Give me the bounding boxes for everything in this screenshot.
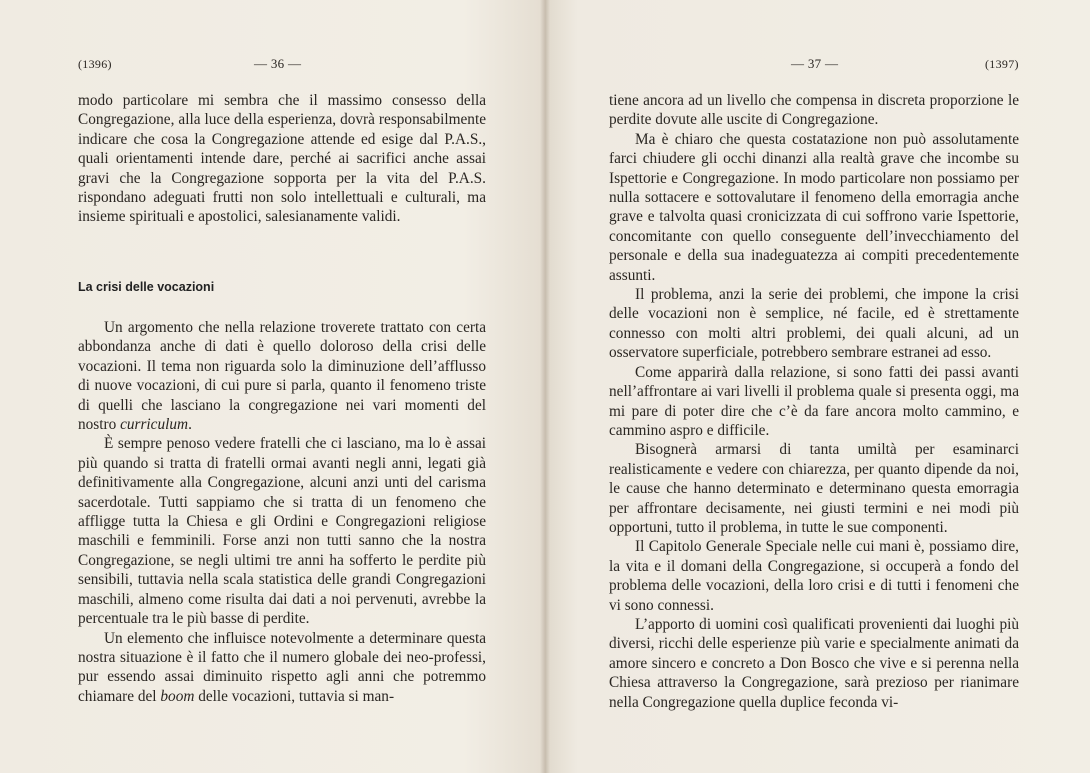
left-page-number: — 36 —: [254, 56, 302, 71]
right-paragraph-4: Bisognerà armarsi di tanta umiltà per esaminarci realisticamente e vedere con chiarezza, per quanto dipende da noi, le cause che hanno determinato e determinano questa emorragia per affrontare decisamente, nei giusti termini e nei modi più opportuni, tutto il problema, in tutte le sue componenti.: [609, 441, 1019, 536]
left-paragraph-3: [78, 629, 486, 707]
left-paragraph-3-italic: boom: [160, 687, 195, 705]
left-paragraph-2: È sempre penoso vedere fratelli che ci lasciano, ma lo è assai più quando si tratta di fratelli ormai avanti negli anni, legati già definitivamente alla Congregazione, alcuni anzi unti del carisma sacerdotale. Tutti sappiamo che si tratta di un fenomeno che affligge tutta la Chiesa e gli Ordini e Congregazioni religiose maschili e femminili. Forse anzi non tutti sanno che la nostra Congregazione, se negli ultimi tre anni ha sofferto le perdite più sensibili, tuttavia nella scala statistica delle grandi Congregazioni maschili, almeno come risulta dai dati a noi pervenuti, avrebbe la percentuale tra le più basse di perdite.: [78, 435, 486, 628]
left-paragraph-3-end: delle vocazioni, tuttavia si man-: [194, 687, 395, 705]
left-paragraph-3-text: Un elemento che influisce notevolmente a determinare questa nostra situazione è il fatto che il numero globale dei neo-professi, pur essendo assai diminuito rispetto agli anni che potremmo chiamare del: [78, 629, 486, 705]
left-paragraph-1-italic: curriculum: [120, 416, 189, 434]
right-paragraph-2: Il problema, anzi la serie dei problemi, che impone la crisi delle vocazioni non è semplice, né facile, ed è strettamente connesso con molti altri problemi, dei quali alcuni, ad un osservatore superficiale, potrebbero sembrare estranei ad esso.: [609, 286, 1019, 362]
left-top-paragraph: modo particolare mi sembra che il massimo consesso della Congregazione, alla luce della esperienza, dovrà responsabilmente indicare che cosa la Congregazione attende ed esige dal P.A.S., quali orientamenti intende dare, perché ai sacrifici anche assai gravi che la Congregazione sopporta per la vita del P.A.S. rispondano adeguati frutti non solo intellettuali e culturali, ma insieme spirituali e apostolici, salesianamente validi.: [78, 92, 486, 226]
section-heading: La crisi delle vocazioni: [78, 280, 215, 294]
left-body: [78, 318, 486, 706]
right-paragraph-5: Il Capitolo Generale Speciale nelle cui mani è, possiamo dire, la vita e il domani della Congregazione, si occuperà a fondo del problema delle vocazioni, della loro crisi e di tutti i fenomeni che vi sono connessi.: [609, 538, 1019, 614]
right-page-number: — 37 —: [791, 56, 839, 71]
right-paragraph-1: Ma è chiaro che questa costatazione non può assolutamente farci chiudere gli occhi dinanzi alla realtà grave che incombe su Ispettorie e Congregazione. In modo particolare non possiamo per nulla sottacere e sottovalutare il fenomeno della emorragia anche grave e talvolta quasi cronicizzata di cui soffrono varie Ispettorie, concomitante con quello conseguente dell’invecchiamento del personale e della sua inadeguatezza ai compiti precedentemente assunti.: [609, 130, 1019, 284]
book-gutter: [540, 0, 550, 773]
right-body: [609, 91, 1019, 712]
right-paragraph-3: Come apparirà dalla relazione, si sono fatti dei passi avanti nell’affrontare ai vari livelli il problema quale si presenta oggi, ma mi pare di poter dire che c’è da fare ancora molto cammino, e cammino aspro e difficile.: [609, 363, 1019, 439]
right-paragraph-0: tiene ancora ad un livello che compensa in discreta proporzione le perdite dovute alle uscite di Congregazione.: [609, 92, 1019, 129]
left-paragraph-1-text: Un argomento che nella relazione troverete trattato con certa abbondanza anche di dati è quello doloroso della crisi delle vocazioni. Il tema non riguarda solo la diminuzione dell’afflusso di nuove vocazioni, di cui pure si parla, quanto il fenomeno triste di quelli che lasciano la congregazione nei vari momenti del nostro: [78, 319, 486, 434]
left-ref-number: (1396): [78, 57, 112, 71]
left-paragraph-1: [78, 318, 486, 434]
left-paragraph-1-end: .: [188, 416, 192, 434]
left-top-paragraph-block: [78, 91, 486, 227]
right-page: [545, 0, 1090, 773]
right-ref-number: (1397): [985, 57, 1019, 71]
right-paragraph-6: L’apporto di uomini così qualificati provenienti dai luoghi più diversi, ricchi delle esperienze più varie e specialmente animati da amore sincero e concreto a Don Bosco che vive e si perenna nella Chiesa attraverso la Congregazione, sarà prezioso per rianimare nella Congregazione quella duplice feconda vi-: [609, 615, 1019, 711]
